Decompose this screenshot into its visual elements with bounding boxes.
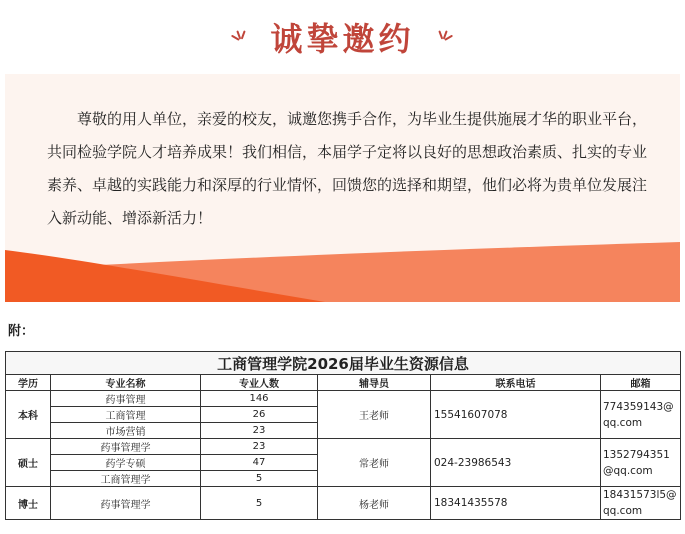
counselor-cell: 常老师 bbox=[318, 439, 431, 487]
major-count-cell: 26 bbox=[201, 407, 318, 423]
degree-cell: 博士 bbox=[6, 487, 51, 520]
wave-decoration bbox=[5, 74, 680, 302]
right-sparkle-icon bbox=[432, 30, 454, 52]
major-count-cell: 146 bbox=[201, 391, 318, 407]
invitation-text: 尊敬的用人单位，亲爱的校友，诚邀您携手合作，为毕业生提供施展才华的职业平台，共同检验学院人才培养成果！我们相信，本届学子定将以良好的思想政治素质、扎实的专业素养、卓越的实践能力和深厚的行业情怀，回馈您的选择和期望，他们必将为贵单位发展注入新动能、增添新活力！ bbox=[47, 110, 648, 227]
major-count-cell: 47 bbox=[201, 455, 318, 471]
table-row bbox=[6, 391, 681, 407]
graduate-resource-table bbox=[5, 351, 681, 520]
phone-cell: 15541607078 bbox=[431, 391, 601, 439]
table-header-row bbox=[6, 375, 681, 391]
major-name-cell: 药事管理学 bbox=[51, 439, 201, 455]
major-name-cell: 工商管理学 bbox=[51, 471, 201, 487]
major-count-cell: 23 bbox=[201, 439, 318, 455]
major-name-cell: 药事管理 bbox=[51, 391, 201, 407]
degree-cell: 硕士 bbox=[6, 439, 51, 487]
column-header: 联系电话 bbox=[431, 375, 601, 391]
table-row bbox=[6, 487, 681, 520]
major-count-cell: 23 bbox=[201, 423, 318, 439]
counselor-cell: 王老师 bbox=[318, 391, 431, 439]
phone-cell: 18341435578 bbox=[431, 487, 601, 520]
column-header: 学历 bbox=[6, 375, 51, 391]
column-header: 辅导员 bbox=[318, 375, 431, 391]
table-row bbox=[6, 439, 681, 455]
counselor-cell: 杨老师 bbox=[318, 487, 431, 520]
email-cell: 1352794351@qq.com bbox=[601, 439, 681, 487]
major-count-cell: 5 bbox=[201, 487, 318, 520]
phone-cell: 024-23986543 bbox=[431, 439, 601, 487]
major-name-cell: 市场营销 bbox=[51, 423, 201, 439]
major-name-cell: 工商管理 bbox=[51, 407, 201, 423]
column-header: 邮箱 bbox=[601, 375, 681, 391]
major-count-cell: 5 bbox=[201, 471, 318, 487]
major-name-cell: 药学专硕 bbox=[51, 455, 201, 471]
email-cell: 774359143@qq.com bbox=[601, 391, 681, 439]
degree-cell: 本科 bbox=[6, 391, 51, 439]
appendix-label: 附： bbox=[8, 324, 35, 339]
email-cell: 18431573l5@qq.com bbox=[601, 487, 681, 520]
column-header: 专业名称 bbox=[51, 375, 201, 391]
invitation-card bbox=[5, 74, 680, 302]
header bbox=[0, 0, 685, 74]
table-caption: 工商管理学院2026届毕业生资源信息 bbox=[6, 352, 681, 375]
major-name-cell: 药事管理学 bbox=[51, 487, 201, 520]
page-title: 诚挚邀约 bbox=[270, 20, 415, 58]
column-header: 专业人数 bbox=[201, 375, 318, 391]
